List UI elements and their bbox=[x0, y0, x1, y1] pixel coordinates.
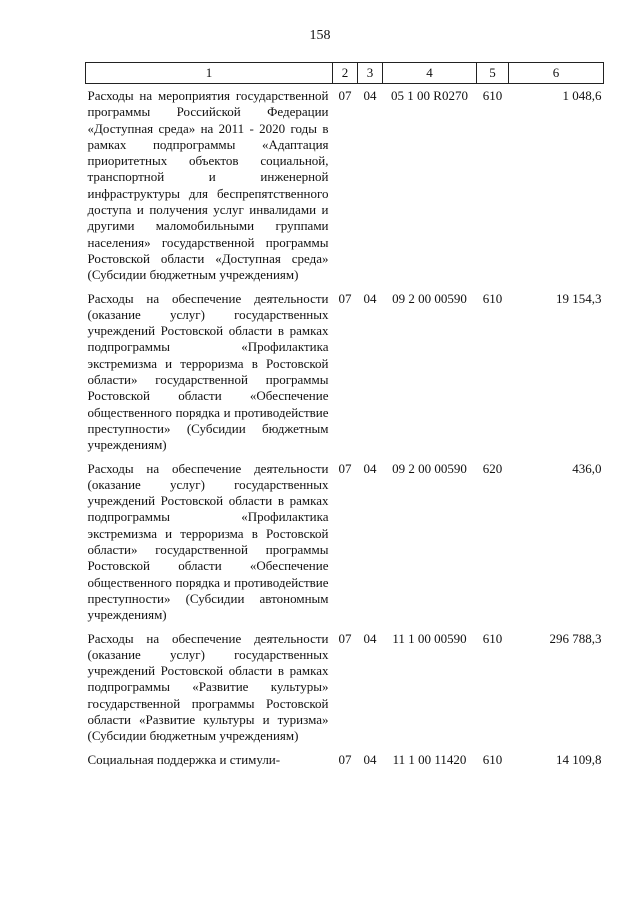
table-row bbox=[86, 627, 604, 748]
table-header-row bbox=[86, 63, 604, 84]
row-section: 07 bbox=[338, 290, 352, 306]
row-amount: 296 788,3 bbox=[549, 630, 602, 646]
column-header-1: 1 bbox=[86, 63, 333, 84]
row-section: 07 bbox=[338, 751, 352, 767]
row-expense-type: 610 bbox=[482, 751, 503, 767]
row-section: 07 bbox=[338, 88, 352, 103]
column-header-2: 2 bbox=[333, 63, 358, 84]
row-expense-type: 620 bbox=[482, 460, 503, 476]
row-expense-type: 610 bbox=[482, 88, 503, 103]
column-header-4: 4 bbox=[383, 63, 477, 84]
row-target-code: 11 1 00 00590 bbox=[392, 630, 467, 646]
row-section: 07 bbox=[338, 460, 352, 476]
table-row bbox=[86, 457, 604, 627]
row-description: Расходы на обеспечение деятельности (оказание услуг) государственных учреждений Ростовской области в рамках подпрограммы «Развитие культуры» государственной программы Ростовской области «Развитие культуры и туризма» (Субсидии бюджетным учреждениям) bbox=[87, 630, 329, 744]
row-description: Социальная поддержка и стимули- bbox=[87, 751, 281, 767]
row-amount: 1 048,6 bbox=[562, 88, 602, 103]
budget-table bbox=[85, 62, 604, 771]
row-amount: 14 109,8 bbox=[556, 751, 602, 767]
row-subsection: 04 bbox=[363, 290, 377, 306]
table-row bbox=[86, 748, 604, 771]
row-amount: 19 154,3 bbox=[556, 290, 602, 306]
page-number: 158 bbox=[309, 28, 331, 43]
row-target-code: 09 2 00 00590 bbox=[392, 460, 467, 476]
column-header-5: 5 bbox=[477, 63, 509, 84]
table-row bbox=[86, 84, 604, 287]
row-subsection: 04 bbox=[363, 88, 377, 103]
row-subsection: 04 bbox=[363, 751, 377, 767]
row-expense-type: 610 bbox=[482, 630, 503, 646]
row-amount: 436,0 bbox=[572, 460, 602, 476]
row-description: Расходы на мероприятия государственной программы Российской Федерации «Доступная среда» на 2011 - 2020 годы в рамках подпрограммы «Адаптация приоритетных объектов социальной, транспортной и инженерной инфраструктуры для беспрепятственного доступа и получения услуг инвалидами и другими маломобильными группами населения» государственной программы Ростовской области «Доступная среда» (Субсидии бюджетным учреждениям) bbox=[87, 88, 329, 283]
row-target-code: 05 1 00 R0270 bbox=[391, 88, 468, 103]
row-subsection: 04 bbox=[363, 460, 377, 476]
row-target-code: 09 2 00 00590 bbox=[392, 290, 467, 306]
row-description: Расходы на обеспечение деятельности (оказание услуг) государственных учреждений Ростовской области в рамках подпрограммы «Профилактика экстремизма и терроризма в Ростовской области» государственной программы Ростовской области «Обеспечение общественного порядка и противодействие преступности» (Субсидии автономным учреждениям) bbox=[87, 460, 329, 623]
row-target-code: 11 1 00 11420 bbox=[392, 751, 467, 767]
row-section: 07 bbox=[338, 630, 352, 646]
row-expense-type: 610 bbox=[482, 290, 503, 306]
column-header-6: 6 bbox=[509, 63, 604, 84]
table-row bbox=[86, 287, 604, 457]
row-description: Расходы на обеспечение деятельности (оказание услуг) государственных учреждений Ростовской области в рамках подпрограммы «Профилактика экстремизма и терроризма в Ростовской области» государственной программы Ростовской области «Обеспечение общественного порядка и противодействие преступности» (Субсидии бюджетным учреждениям) bbox=[87, 290, 329, 453]
row-subsection: 04 bbox=[363, 630, 377, 646]
column-header-3: 3 bbox=[358, 63, 383, 84]
